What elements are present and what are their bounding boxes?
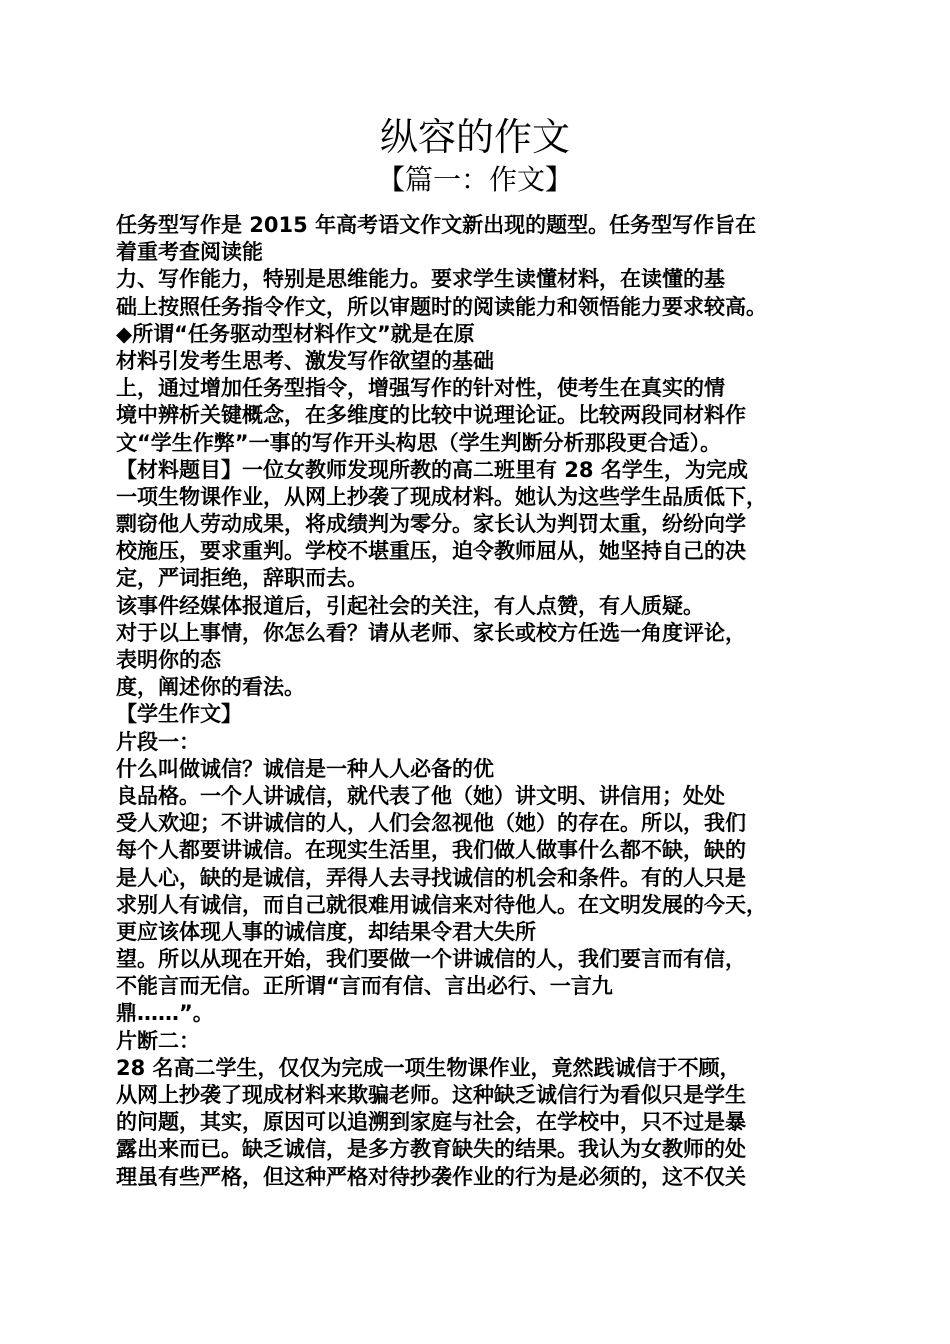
body-line: 不能言而无信。正所谓“言而有信、言出必行、一言九 (116, 974, 613, 999)
body-line: 【学生作文】 (116, 702, 242, 727)
body-line: 上，通过增加任务型指令，增强写作的针对性，使考生在真实的情 (116, 376, 725, 401)
body-line: 的问题，其实，原因可以追溯到家庭与社会，在学校中，只不过是暴 (116, 1110, 746, 1135)
body-line: 每个人都要讲诚信。在现实生活里，我们做人做事什么都不缺，缺的 (116, 838, 746, 863)
body-line: 什么叫做诚信？诚信是一种人人必备的优 (116, 756, 494, 781)
body-line: 更应该体现人事的诚信度，却结果令君大失所 (116, 919, 536, 944)
body-line: 是人心，缺的是诚信，弄得人去寻找诚信的机会和条件。有的人只是 (116, 865, 746, 890)
body-line: 材料引发考生思考、激发写作欲望的基础 (116, 348, 494, 373)
body-line: 良品格。一个人讲诚信，就代表了他（她）讲文明、讲信用；处处 (116, 783, 725, 808)
body-line: 表明你的态 (116, 648, 221, 672)
body-line: 力、写作能力，特别是思维能力。要求学生读懂材料，在读懂的基 (116, 267, 725, 292)
body-line: 受人欢迎；不讲诚信的人，人们会忽视他（她）的存在。所以，我们 (116, 811, 746, 836)
body-line: 定，严词拒绝，辞职而去。 (116, 566, 368, 591)
body-line: 对于以上事情，你怎么看？请从老师、家长或校方任选一角度评论， (116, 620, 746, 645)
body-line: 片断二： (116, 1028, 200, 1053)
body-line: 从网上抄袭了现成材料来欺骗老师。这种缺乏诚信行为看似只是学生 (116, 1083, 746, 1107)
body-line: 望。所以从现在开始，我们要做一个讲诚信的人，我们要言而有信， (116, 947, 746, 972)
body-line: 文“学生作弊”一事的写作开头构思（学生判断分析那段更合适）。 (116, 430, 722, 455)
body-line: 鼎……”。 (116, 1001, 214, 1026)
body-line: 露出来而已。缺乏诚信，是多方教育缺失的结果。我认为女教师的处 (116, 1137, 746, 1162)
body-line: 础上按照任务指令作文，所以审题时的阅读能力和领悟能力要求较高。 (116, 294, 767, 319)
body-line: 理虽有些严格，但这种严格对待抄袭作业的行为是必须的，这不仅关 (116, 1164, 746, 1189)
body-line: 【材料题目】一位女教师发现所教的高二班里有 28 名学生，为完成 (116, 457, 748, 482)
document-title: 纵容的作文 (379, 115, 570, 159)
body-line: 片段一： (116, 729, 200, 754)
document-subtitle: 【篇一：作文】 (376, 163, 573, 196)
body-line: 度，阐述你的看法。 (116, 675, 305, 700)
body-line: ◆所谓“任务驱动型材料作文”就是在原 (116, 321, 475, 346)
body-line: 任务型写作是 2015 年高考语文作文新出现的题型。任务型写作旨在 (116, 213, 757, 237)
body-line: 校施压，要求重判。学校不堪重压，迫令教师屈从，她坚持自己的决 (116, 539, 746, 564)
document-body (116, 212, 846, 1191)
body-line: 剽窃他人劳动成果，将成绩判为零分。家长认为判罚太重，纷纷向学 (116, 512, 746, 537)
body-line: 该事件经媒体报道后，引起社会的关注，有人点赞，有人质疑。 (116, 593, 704, 618)
body-line: 28 名高二学生，仅仅为完成一项生物课作业，竟然践诚信于不顾， (116, 1055, 741, 1080)
body-line: 着重考查阅读能 (116, 240, 263, 265)
body-line: 一项生物课作业，从网上抄袭了现成材料。她认为这些学生品质低下， (116, 484, 767, 509)
body-line: 求别人有诚信，而自己就很难用诚信来对待他人。在文明发展的今天， (116, 892, 767, 917)
body-line: 境中辨析关键概念，在多维度的比较中说理论证。比较两段同材料作 (116, 403, 746, 428)
